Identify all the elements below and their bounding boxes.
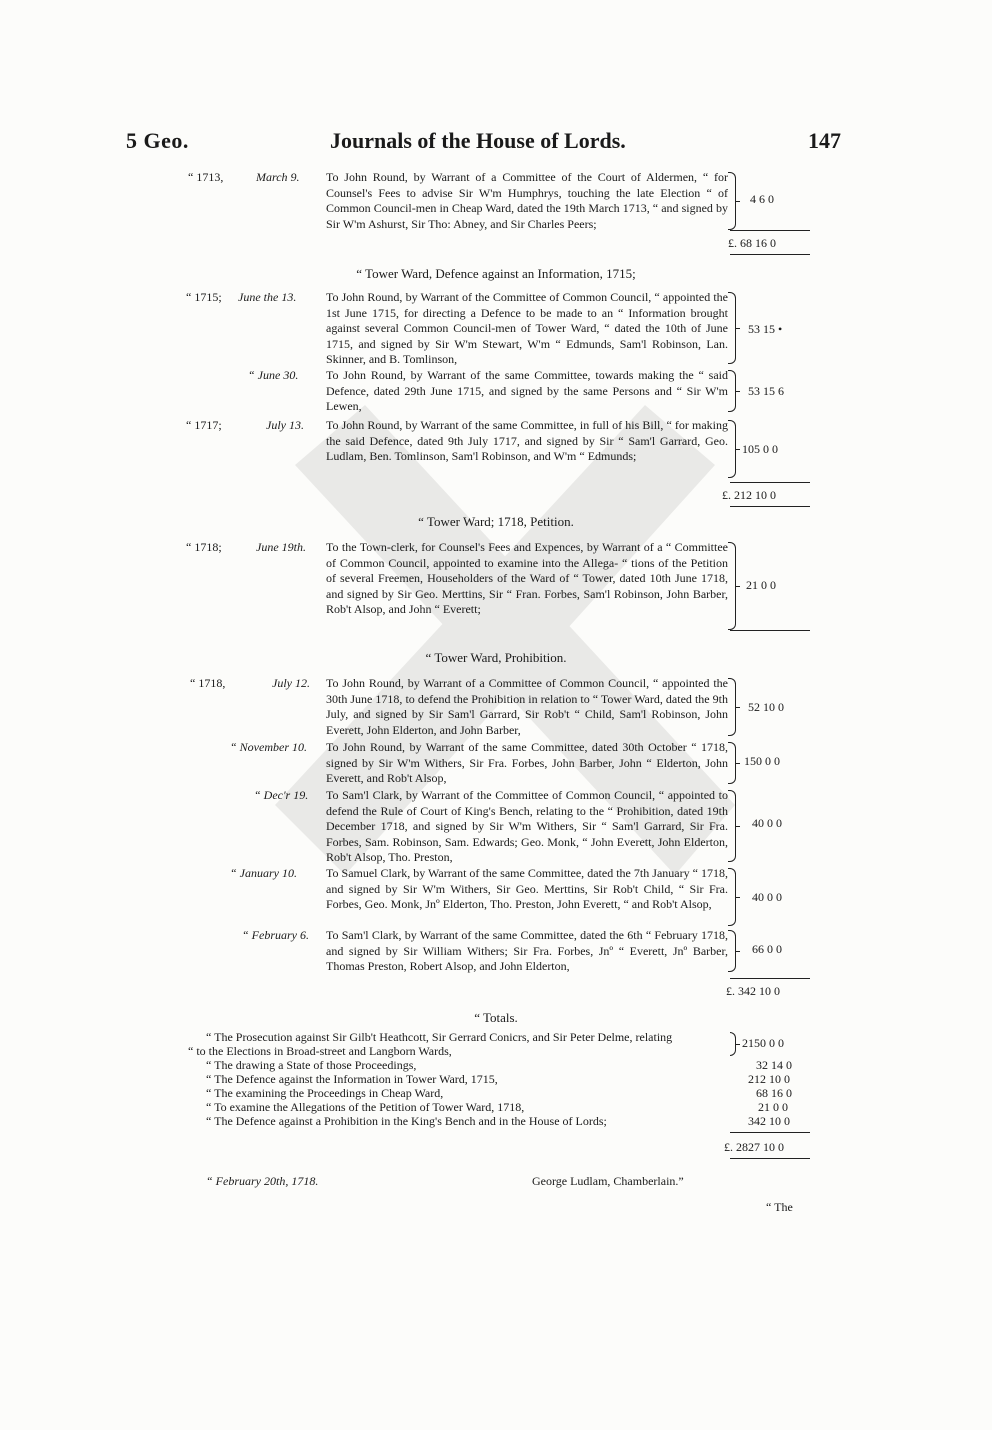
entry-text: To Samuel Clark, by Warrant of the same Committee, dated the 7th January “ 1718, and signed by Sir W'm Withers, Sir Geo. Merttins, Sir Rob't Child, “ Sir Fra. Forbes, Geo. Monk, Jnº Elderton, Tho. Preston, John Everett, “ and Rob't Alsop,	[326, 866, 728, 911]
totals-item-amount: 212 10 0	[748, 1072, 790, 1086]
totals-heading: “ Totals.	[474, 1010, 518, 1025]
entry-text: To John Round, by Warrant of the same Committee, towards making the “ said Defence, dated 29th June 1715, and signed by the same Persons and “ Sir W'm Lewen,	[326, 368, 728, 413]
entry-text: To Sam'l Clark, by Warrant of the Committee of Common Council, “ appointed to defend the Rule of Court of King's Bench, relating to the “ Prohibition, dated 19th December 1718, and signed by Sir W'm Withers, Sir “ Sam'l Garrard, Sir Fra. Forbes, Sam. Robinson, Sam. Edwards; Geo. Monk, “ John Everett, John Elderton, Rob't Alsop, Tho. Preston,	[326, 788, 728, 864]
sum-rule	[730, 1132, 810, 1133]
entry-day: March 9.	[256, 170, 300, 184]
entry-day: June 19th.	[256, 540, 306, 554]
catchword: “ The	[766, 1200, 793, 1214]
brace	[728, 172, 736, 230]
totals-item-text: “ To examine the Allegations of the Petition of Tower Ward, 1718,	[206, 1100, 525, 1114]
entry-text: To John Round, by Warrant of the same Committee, dated 30th October “ 1718, signed by Sir W'm Withers, Sir Fra. Forbes, John Barber, John “ Elderton, John Everett, and Rob't Alsop,	[326, 740, 728, 785]
entry-text: To Sam'l Clark, by Warrant of the same Committee, dated the 6th “ February 1718, and signed by Sir William Withers; Sir Fra. Forbes, Jnº “ Everett, Jnº Barber, Thomas Preston, Robert Alsop, and John Elderton,	[326, 928, 728, 973]
entry-amount: 52 10 0	[748, 700, 784, 714]
section-heading-petition: “ Tower Ward; 1718, Petition.	[418, 514, 574, 529]
entry-year: “ 1717;	[186, 418, 222, 432]
brace	[728, 790, 736, 862]
totals-item-text: “ The drawing a State of those Proceedings,	[206, 1058, 417, 1072]
subtotal-1715: £. 212 10 0	[722, 488, 776, 502]
document-date: “ February 20th, 1718.	[206, 1174, 319, 1188]
entry-amount: 4 6 0	[750, 192, 774, 206]
totals-item-text: “ The Defence against the Information in Tower Ward, 1715,	[206, 1072, 498, 1086]
totals-item-text: “ The Defence against a Prohibition in the King's Bench and in the House of Lords;	[206, 1114, 607, 1128]
sum-rule	[730, 230, 810, 231]
entry-year: “ 1718,	[190, 676, 226, 690]
entry-text: To John Round, by Warrant of the Committee of Common Council, “ appointed the 1st June 1715, for directing a Defence to be made to an “ Information brought against several Common Council-men of Tower Ward, “ dated the 10th of June 1715, and signed by Sir W'm Stewart, W'm “ Edmunds, Sam'l Robinson, Lan. Skinner, and B. Tomlinson,	[326, 290, 728, 366]
totals-item-amount: 342 10 0	[748, 1114, 790, 1128]
sum-rule	[730, 254, 810, 255]
totals-item-text: “ The Prosecution against Sir Gilb't Heathcott, Sir Gerrard Conicrs, and Sir Peter Delme, relating	[206, 1030, 673, 1044]
entry-amount: 53 15 •	[748, 322, 783, 336]
entry-text: To John Round, by Warrant of a Committee of Common Council, “ appointed the 30th June 1718, to defend the Prohibition in relation to “ Tower Ward, dated the 9th July, and signed by Sir Sam'l Garrard, Sir Rob't “ Child, Sam'l Robinson, John Everett, John Elderton, and John Barber,	[326, 676, 728, 737]
totals-item-amount: 68 16 0	[756, 1086, 792, 1100]
totals-item-amount: 2150 0 0	[742, 1036, 784, 1050]
totals-item-text: “ to the Elections in Broad-street and Langborn Wards,	[188, 1044, 452, 1058]
totals-item-text: “ The examining the Proceedings in Cheap Ward,	[206, 1086, 444, 1100]
brace	[730, 1032, 736, 1056]
entry-day: June the 13.	[238, 290, 297, 304]
entry-amount: 53 15 6	[748, 384, 784, 398]
brace	[728, 678, 736, 736]
running-head-left: 5 Geo.	[126, 128, 189, 153]
section-heading-defence: “ Tower Ward, Defence against an Information, 1715;	[356, 266, 636, 281]
page-header	[0, 128, 992, 168]
entry-amount: 66 0 0	[752, 942, 782, 956]
entry-day: “ November 10.	[230, 740, 307, 754]
brace	[728, 292, 736, 364]
sum-rule	[730, 1158, 810, 1159]
page-number: 147	[808, 128, 841, 153]
grand-total: £. 2827 10 0	[724, 1140, 784, 1154]
entry-day: “ Dec'r 19.	[254, 788, 309, 802]
sum-rule	[730, 630, 810, 631]
entry-text: To John Round, by Warrant of the same Committee, in full of his Bill, “ for making the said Defence, dated 9th July 1717, and signed by Sir “ Sam'l Garrard, Geo. Ludlam, Ben. Tomlinson, Sam'l Robinson, and W'm “ Edmunds;	[326, 418, 728, 463]
brace	[728, 370, 736, 412]
brace	[728, 542, 736, 630]
totals-item-amount: 21 0 0	[758, 1100, 788, 1114]
entry-year: “ 1718;	[186, 540, 222, 554]
entry-day: July 13.	[266, 418, 304, 432]
sum-rule	[730, 978, 810, 979]
brace	[728, 868, 736, 926]
running-head-title: Journals of the House of Lords.	[330, 128, 626, 153]
entry-text: To the Town-clerk, for Counsel's Fees and Expences, by Warrant of a “ Committee of Common Council, appointed to examine into the Allega- “ tions of the Petition of several Freemen, Householders of the Ward of “ Tower, dated 10th June 1718, and signed by Sir Geo. Merttins, Sir “ Fran. Forbes, Sam'l Robinson, John Barber, Rob't Alsop, and John “ Everett;	[326, 540, 728, 616]
entry-day: “ February 6.	[242, 928, 309, 942]
sum-rule	[730, 482, 810, 483]
section-heading-prohibition: “ Tower Ward, Prohibition.	[425, 650, 567, 665]
subtotal-1713: £. 68 16 0	[728, 236, 776, 250]
subtotal-prohibition: £. 342 10 0	[726, 984, 780, 998]
entry-text: To John Round, by Warrant of a Committee of the Court of Aldermen, “ for Counsel's Fees to advise Sir W'm Humphrys, touching the late Election “ of Common Council-men in Cheap Ward, dated the 19th March 1713, “ and signed by Sir W'm Ashurst, Sir Tho: Abney, and Sir Charles Peers;	[326, 170, 728, 231]
entry-amount: 150 0 0	[744, 754, 780, 768]
entry-amount: 21 0 0	[746, 578, 776, 592]
entry-day: “ January 10.	[230, 866, 297, 880]
brace	[728, 930, 736, 972]
entry-day: “ June 30.	[248, 368, 299, 382]
totals-item-amount: 32 14 0	[756, 1058, 792, 1072]
entry-amount: 105 0 0	[742, 442, 778, 456]
brace	[728, 742, 736, 784]
entry-year: “ 1715;	[186, 290, 222, 304]
entry-day: July 12.	[272, 676, 310, 690]
entry-amount: 40 0 0	[752, 816, 782, 830]
signature: George Ludlam, Chamberlain.”	[532, 1174, 684, 1188]
entry-amount: 40 0 0	[752, 890, 782, 904]
entry-year: “ 1713,	[188, 170, 224, 184]
brace	[728, 420, 736, 478]
sum-rule	[730, 506, 810, 507]
